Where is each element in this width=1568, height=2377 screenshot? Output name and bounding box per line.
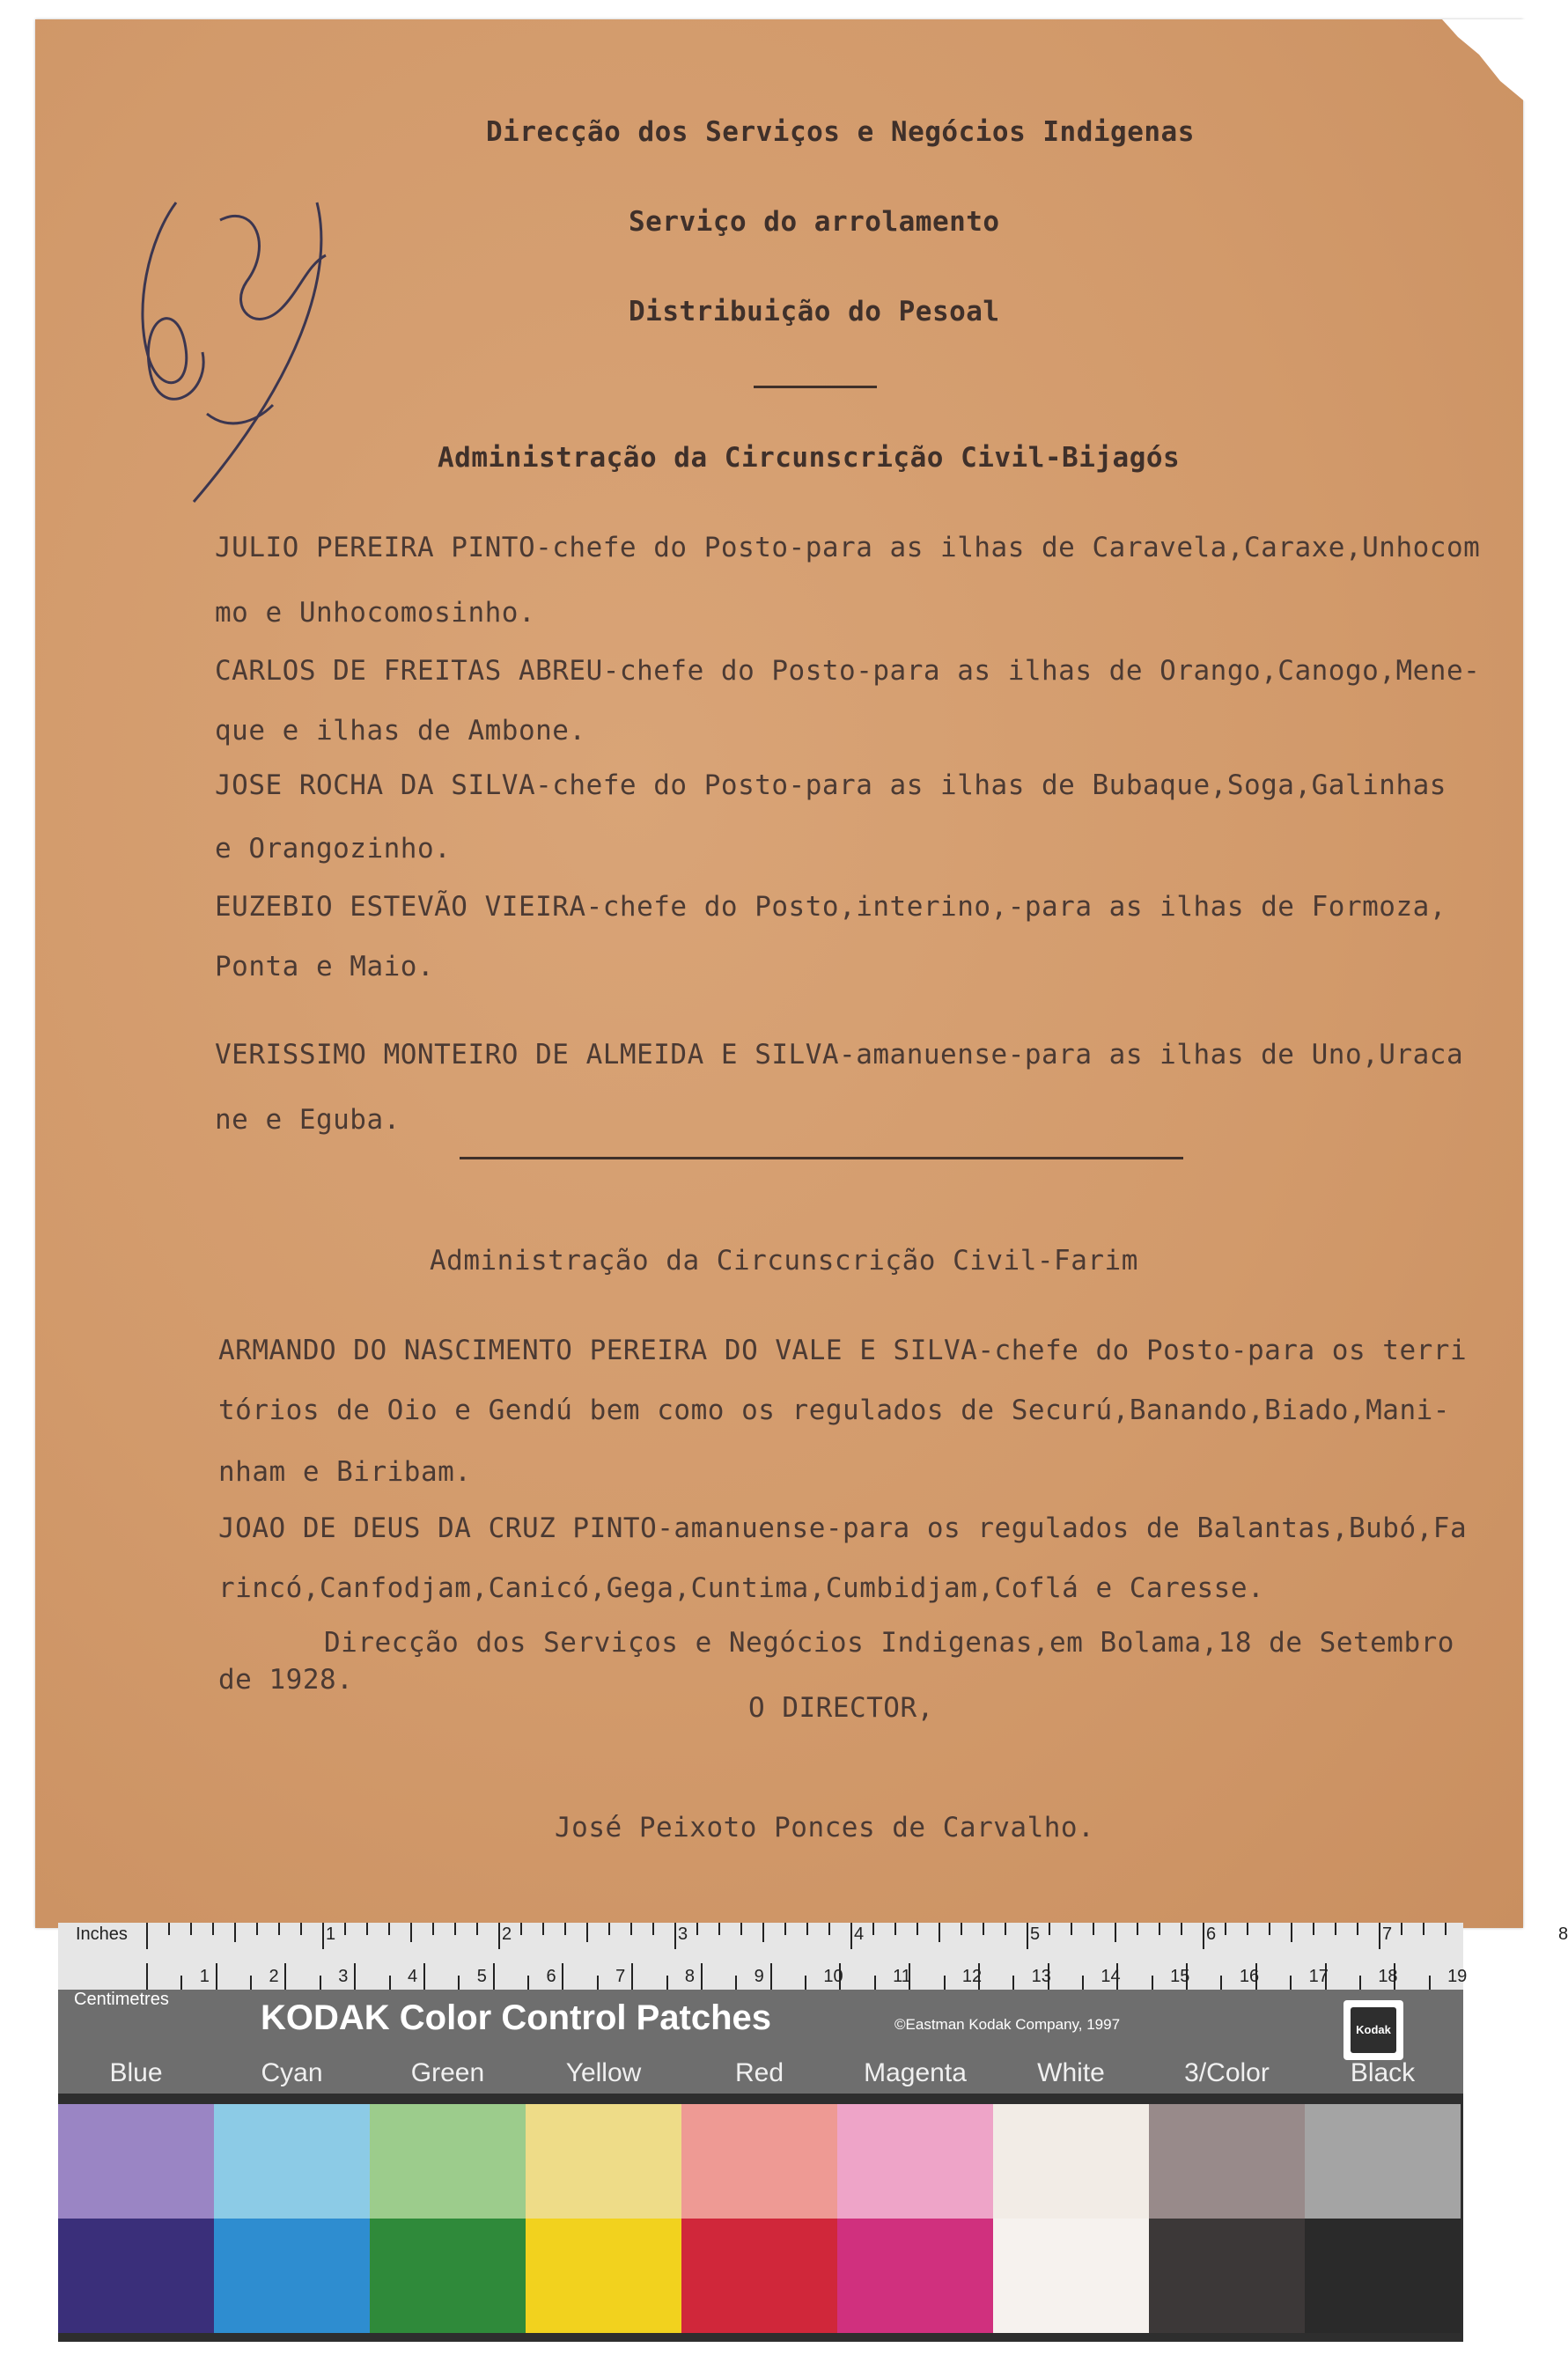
inch-tick [674, 1923, 676, 1949]
cm-tick [527, 1976, 529, 1990]
inch-tick [366, 1923, 368, 1935]
inch-tick [1423, 1923, 1424, 1935]
inch-number: 7 [1382, 1924, 1393, 1944]
cm-tick [493, 1963, 495, 1990]
inch-tick [278, 1923, 280, 1935]
section-2-line-2: tórios de Oio e Gendú bem como os regulados de Securú,Banando,Biado,Mani- [218, 1395, 1450, 1426]
header-line-3: Distribuição do Pesoal [629, 296, 1000, 327]
section-1-line-4: que e ilhas de Ambone. [215, 715, 586, 747]
inch-tick [652, 1923, 654, 1935]
inch-tick [718, 1923, 720, 1935]
cm-number: 7 [615, 1967, 626, 1986]
inch-tick [806, 1923, 808, 1935]
inch-tick [146, 1923, 148, 1949]
closing-place-date: Direcção dos Serviços e Negócios Indigenas,em Bolama,18 de Setembro [324, 1627, 1454, 1659]
centimetres-label: Centimetres [74, 1990, 169, 2009]
inch-tick [1115, 1923, 1116, 1942]
inch-number: 6 [1206, 1924, 1217, 1944]
inch-number: 1 [326, 1924, 336, 1944]
cm-number: 8 [684, 1967, 696, 1986]
inch-tick [762, 1923, 764, 1942]
inch-tick [256, 1923, 258, 1935]
section-1-line-2: mo e Unhocomosinho. [215, 597, 536, 629]
patch-top [1149, 2104, 1305, 2219]
cm-number: 2 [269, 1967, 279, 1986]
inch-tick [410, 1923, 412, 1942]
inch-tick [1379, 1923, 1380, 1949]
inch-tick [300, 1923, 302, 1935]
handwritten-signature [123, 167, 352, 537]
inch-tick [828, 1923, 830, 1935]
cm-tick [1290, 1976, 1292, 1990]
cm-tick [735, 1976, 737, 1990]
patch-top [370, 2104, 526, 2219]
patch-label-blue: Blue [109, 2058, 163, 2087]
patch-bottom [370, 2219, 526, 2333]
inch-tick [1291, 1923, 1292, 1942]
cm-tick [284, 1963, 286, 1990]
inch-tick [234, 1923, 236, 1942]
header-line-2: Serviço do arrolamento [629, 206, 1000, 238]
section-1-line-8: Ponta e Maio. [215, 951, 435, 982]
inch-tick [498, 1923, 500, 1949]
cm-number: 10 [823, 1967, 843, 1986]
inch-tick [1269, 1923, 1270, 1935]
patch-top [1305, 2104, 1461, 2219]
cm-tick [944, 1976, 946, 1990]
inch-tick [1335, 1923, 1336, 1935]
inch-tick [740, 1923, 742, 1935]
patch-label-yellow: Yellow [565, 2058, 642, 2087]
patch-label-red: Red [734, 2058, 784, 2087]
patch-top [58, 2104, 214, 2219]
inch-tick [1071, 1923, 1072, 1935]
inch-tick [784, 1923, 786, 1935]
kodak-title-bar [58, 1990, 1463, 2094]
cm-tick [1012, 1976, 1014, 1990]
patch-label-green: Green [410, 2058, 485, 2087]
inch-tick [872, 1923, 874, 1935]
header-line-1: Direcção dos Serviços e Negócios Indigenas [486, 116, 1195, 148]
patch-top [681, 2104, 837, 2219]
cm-number: 14 [1101, 1967, 1121, 1986]
cm-tick [216, 1963, 217, 1990]
cm-tick [770, 1963, 772, 1990]
section-2-line-5: rincó,Canfodjam,Canicó,Gega,Cuntima,Cumbidjam,Coflá e Caresse. [218, 1572, 1265, 1604]
patch-bottom [837, 2219, 993, 2333]
patch-label-black: Black [1350, 2058, 1416, 2087]
cm-number: 17 [1308, 1967, 1329, 1986]
inch-tick [608, 1923, 610, 1935]
inch-tick [850, 1923, 852, 1949]
inch-tick [1401, 1923, 1402, 1935]
cm-number: 11 [893, 1967, 911, 1986]
cm-tick [701, 1963, 703, 1990]
section-2-line-1: ARMANDO DO NASCIMENTO PEREIRA DO VALE E SILVA-chefe do Posto-para os terri [218, 1335, 1468, 1366]
cm-tick [146, 1963, 148, 1990]
cm-number: 6 [546, 1967, 556, 1986]
inch-tick [1049, 1923, 1050, 1935]
section-2-title: Administração da Circunscrição Civil-Farim [430, 1245, 1138, 1277]
inch-tick [1313, 1923, 1314, 1935]
cm-tick [1359, 1976, 1361, 1990]
cm-tick [354, 1963, 356, 1990]
patch-label-3color: 3/Color [1184, 2058, 1270, 2087]
cm-tick [597, 1976, 599, 1990]
cm-number: 12 [961, 1967, 983, 1986]
inch-tick [344, 1923, 346, 1935]
cm-tick [423, 1963, 425, 1990]
patch-top [993, 2104, 1149, 2219]
cm-number: 13 [1031, 1967, 1051, 1986]
cm-tick [805, 1976, 806, 1990]
inch-tick [542, 1923, 544, 1935]
kodak-logo-text: Kodak [1351, 2007, 1396, 2053]
patch-bottom [993, 2219, 1149, 2333]
inch-tick [1159, 1923, 1160, 1935]
section-1-line-1: JULIO PEREIRA PINTO-chefe do Posto-para as ilhas de Caravela,Caraxe,Unhocom [215, 532, 1481, 563]
inch-number: 5 [1030, 1924, 1041, 1944]
inch-tick [388, 1923, 390, 1935]
cm-number: 16 [1239, 1967, 1260, 1986]
inch-tick [322, 1923, 324, 1949]
cm-tick [250, 1976, 252, 1990]
kodak-color-target [58, 1923, 1568, 2342]
patch-top [837, 2104, 993, 2219]
inch-tick [1247, 1923, 1248, 1935]
inch-tick [1203, 1923, 1204, 1949]
cm-tick [1152, 1976, 1153, 1990]
section-1-title: Administração da Circunscrição Civil-Bijagós [438, 442, 1181, 474]
closing-role: O DIRECTOR, [748, 1692, 934, 1724]
cm-number: 18 [1378, 1967, 1398, 1986]
inch-tick [1093, 1923, 1094, 1935]
inch-tick [939, 1923, 940, 1942]
inch-number: 4 [854, 1924, 865, 1944]
cm-tick [320, 1976, 321, 1990]
inch-tick [564, 1923, 566, 1935]
cm-tick [389, 1976, 391, 1990]
cm-number: 3 [338, 1967, 349, 1986]
inch-tick [168, 1923, 170, 1935]
patch-bottom [58, 2219, 214, 2333]
inch-tick [432, 1923, 434, 1935]
section-1-line-5: JOSE ROCHA DA SILVA-chefe do Posto-para as ilhas de Bubaque,Soga,Galinhas [215, 769, 1447, 801]
inch-number: 2 [502, 1924, 512, 1944]
cm-number: 1 [199, 1967, 210, 1986]
closing-year: de 1928. [218, 1664, 354, 1696]
inch-tick [1005, 1923, 1006, 1935]
kodak-logo [1343, 2000, 1403, 2060]
cm-tick [1220, 1976, 1222, 1990]
cm-tick [631, 1963, 633, 1990]
patch-bottom [681, 2219, 837, 2333]
inch-tick [696, 1923, 698, 1935]
patch-bottom [1305, 2219, 1461, 2333]
cm-number: 4 [407, 1967, 418, 1986]
cm-tick [1429, 1976, 1431, 1990]
patch-bottom [214, 2219, 370, 2333]
inch-tick [586, 1923, 588, 1942]
section-1-line-9: VERISSIMO MONTEIRO DE ALMEIDA E SILVA-amanuense-para as ilhas de Uno,Uraca [215, 1039, 1464, 1071]
cm-number: 15 [1170, 1967, 1190, 1986]
cm-tick [666, 1976, 668, 1990]
inches-label: Inches [76, 1924, 128, 1944]
section-1-line-6: e Orangozinho. [215, 833, 452, 865]
inch-number: 3 [678, 1924, 688, 1944]
cm-tick [180, 1976, 182, 1990]
patch-label-cyan: Cyan [261, 2058, 323, 2087]
ruler [58, 1923, 1568, 1990]
cm-tick [1082, 1976, 1084, 1990]
section-divider [460, 1157, 1183, 1159]
inch-tick [1225, 1923, 1226, 1935]
cm-tick [874, 1976, 876, 1990]
patch-bottom [526, 2219, 681, 2333]
inch-tick [1027, 1923, 1028, 1949]
cm-number: 9 [754, 1967, 764, 1986]
cm-tick [562, 1963, 563, 1990]
patch-label-magenta: Magenta [864, 2058, 967, 2087]
inch-tick [454, 1923, 456, 1935]
section-1-line-3: CARLOS DE FREITAS ABREU-chefe do Posto-para as ilhas de Orango,Canogo,Mene- [215, 655, 1481, 687]
inch-tick [190, 1923, 192, 1935]
signatory-name: José Peixoto Ponces de Carvalho. [555, 1812, 1095, 1843]
inch-tick [1357, 1923, 1358, 1935]
kodak-title: KODAK Color Control Patches [261, 1998, 772, 2037]
section-1-line-10: ne e Eguba. [215, 1104, 401, 1136]
inch-tick [1181, 1923, 1182, 1935]
inch-tick [630, 1923, 632, 1935]
inch-tick [1445, 1923, 1447, 1935]
header-divider [754, 386, 877, 388]
inch-tick [520, 1923, 522, 1935]
inch-tick [476, 1923, 478, 1935]
cm-number: 19 [1447, 1967, 1468, 1986]
inch-tick [961, 1923, 962, 1935]
patch-bottom [1149, 2219, 1305, 2333]
section-1-line-7: EUZEBIO ESTEVÃO VIEIRA-chefe do Posto,interino,-para as ilhas de Formoza, [215, 891, 1447, 923]
cm-tick [458, 1976, 460, 1990]
kodak-copyright: ©Eastman Kodak Company, 1997 [894, 2016, 1121, 2033]
inch-tick [983, 1923, 984, 1935]
section-2-line-4: JOAO DE DEUS DA CRUZ PINTO-amanuense-para os regulados de Balantas,Bubó,Fa [218, 1512, 1468, 1544]
inch-tick [917, 1923, 918, 1935]
inch-number: 8 [1558, 1924, 1568, 1944]
inch-tick [1137, 1923, 1138, 1935]
inch-tick [212, 1923, 214, 1935]
patch-top [214, 2104, 370, 2219]
section-2-line-3: nham e Biribam. [218, 1456, 472, 1488]
inch-tick [894, 1923, 896, 1935]
patch-top [526, 2104, 681, 2219]
cm-number: 5 [476, 1967, 487, 1986]
patch-label-white: White [1037, 2058, 1105, 2087]
